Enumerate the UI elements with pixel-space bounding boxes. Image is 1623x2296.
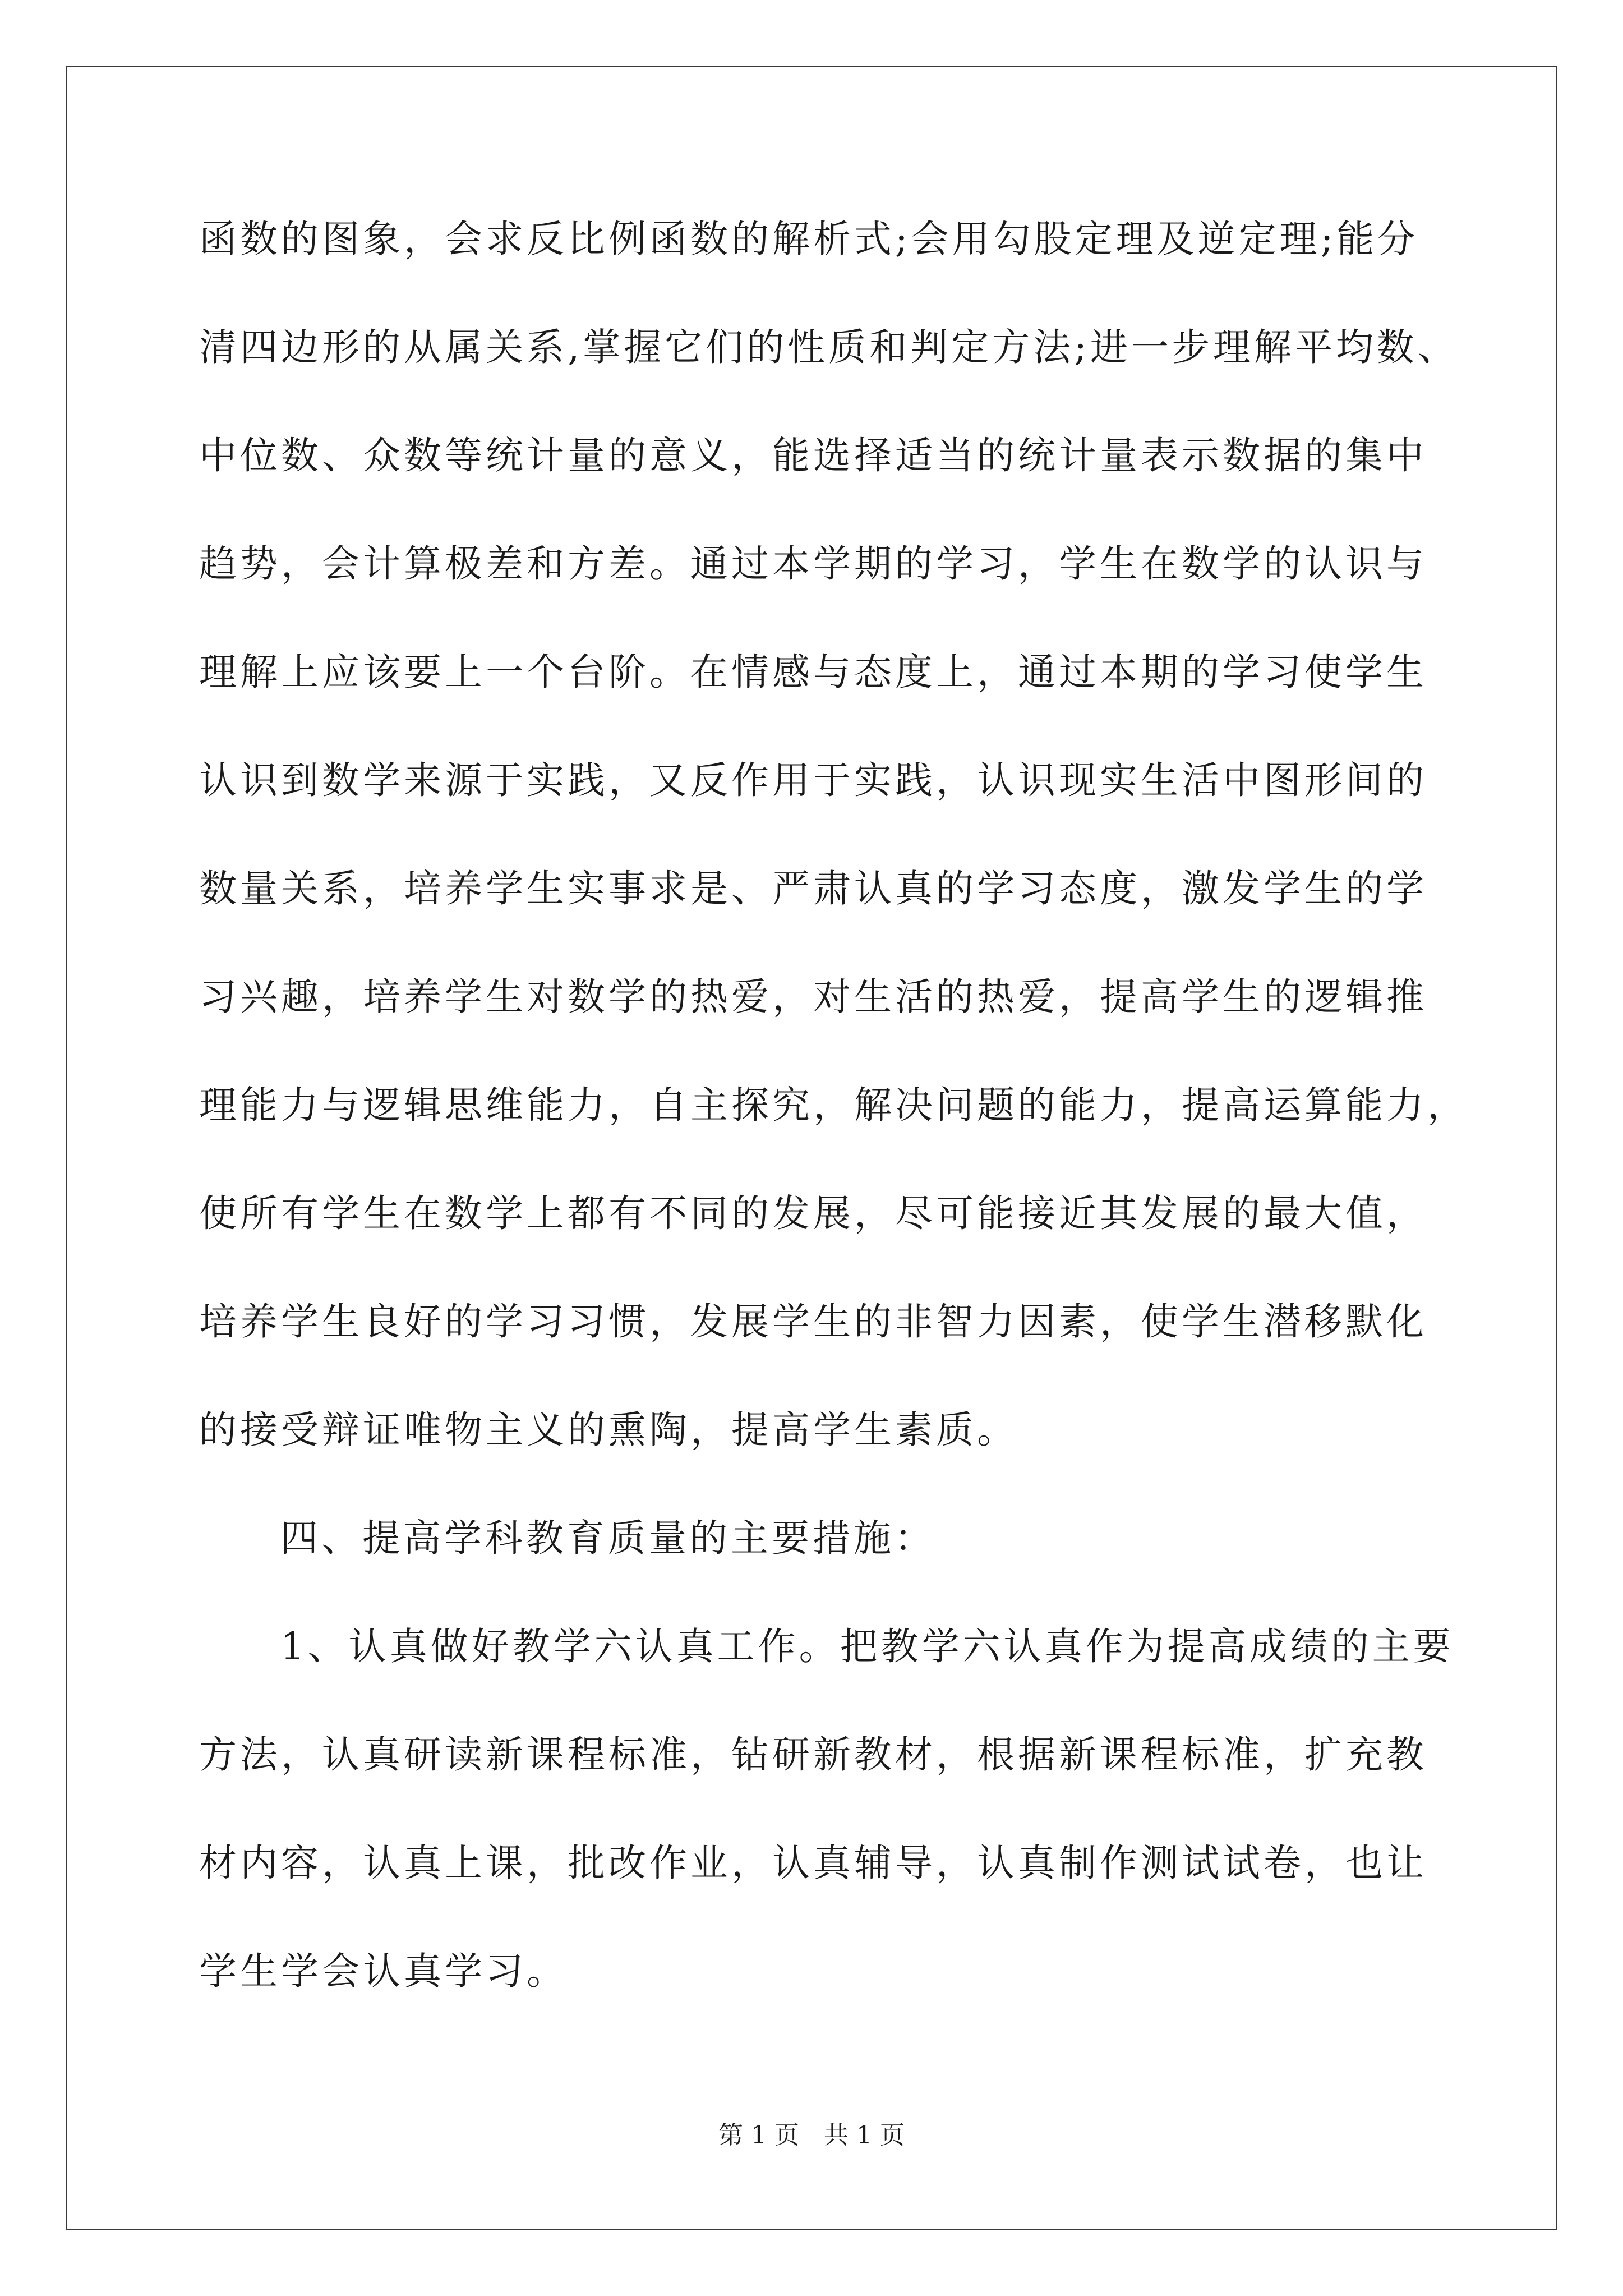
text-line: 理解上应该要上一个台阶。在情感与态度上，通过本期的学习使学生	[199, 650, 1427, 694]
text-line: 材内容，认真上课，批改作业，认真辅导，认真制作测试试卷，也让	[199, 1841, 1427, 1885]
text-line: 使所有学生在数学上都有不同的发展，尽可能接近其发展的最大值，	[199, 1191, 1427, 1235]
text-line: 函数的图象，会求反比例函数的解析式;会用勾股定理及逆定理;能分	[199, 217, 1419, 261]
text-line: 数量关系，培养学生实事求是、严肃认真的学习态度，激发学生的学	[199, 867, 1427, 910]
text-line: 1、认真做好教学六认真工作。把教学六认真作为提高成绩的主要	[280, 1625, 1454, 1668]
text-line: 的接受辩证唯物主义的熏陶，提高学生素质。	[199, 1408, 1018, 1452]
page-number: 第 1 页 共 1 页	[718, 2121, 905, 2150]
text-line: 清四边形的从属关系,掌握它们的性质和判定方法;进一步理解平均数、	[199, 325, 1459, 369]
text-line: 认识到数学来源于实践，又反作用于实践，认识现实生活中图形间的	[199, 758, 1427, 802]
text-line: 习兴趣，培养学生对数学的热爱，对生活的热爱，提高学生的逻辑推	[199, 975, 1427, 1019]
text-line: 理能力与逻辑思维能力，自主探究，解决问题的能力，提高运算能力，	[199, 1083, 1468, 1127]
text-line: 方法，认真研读新课程标准，钻研新教材，根据新课程标准，扩充教	[199, 1733, 1427, 1777]
text-line: 中位数、众数等统计量的意义，能选择适当的统计量表示数据的集中	[199, 434, 1427, 477]
text-line: 学生学会认真学习。	[199, 1949, 568, 1993]
text-line: 培养学生良好的学习习惯，发展学生的非智力因素，使学生潜移默化	[199, 1300, 1427, 1343]
text-line: 趋势，会计算极差和方差。通过本学期的学习，学生在数学的认识与	[199, 542, 1427, 586]
section-heading: 四、提高学科教育质量的主要措施：	[280, 1516, 935, 1560]
document-body	[199, 185, 1468, 2026]
